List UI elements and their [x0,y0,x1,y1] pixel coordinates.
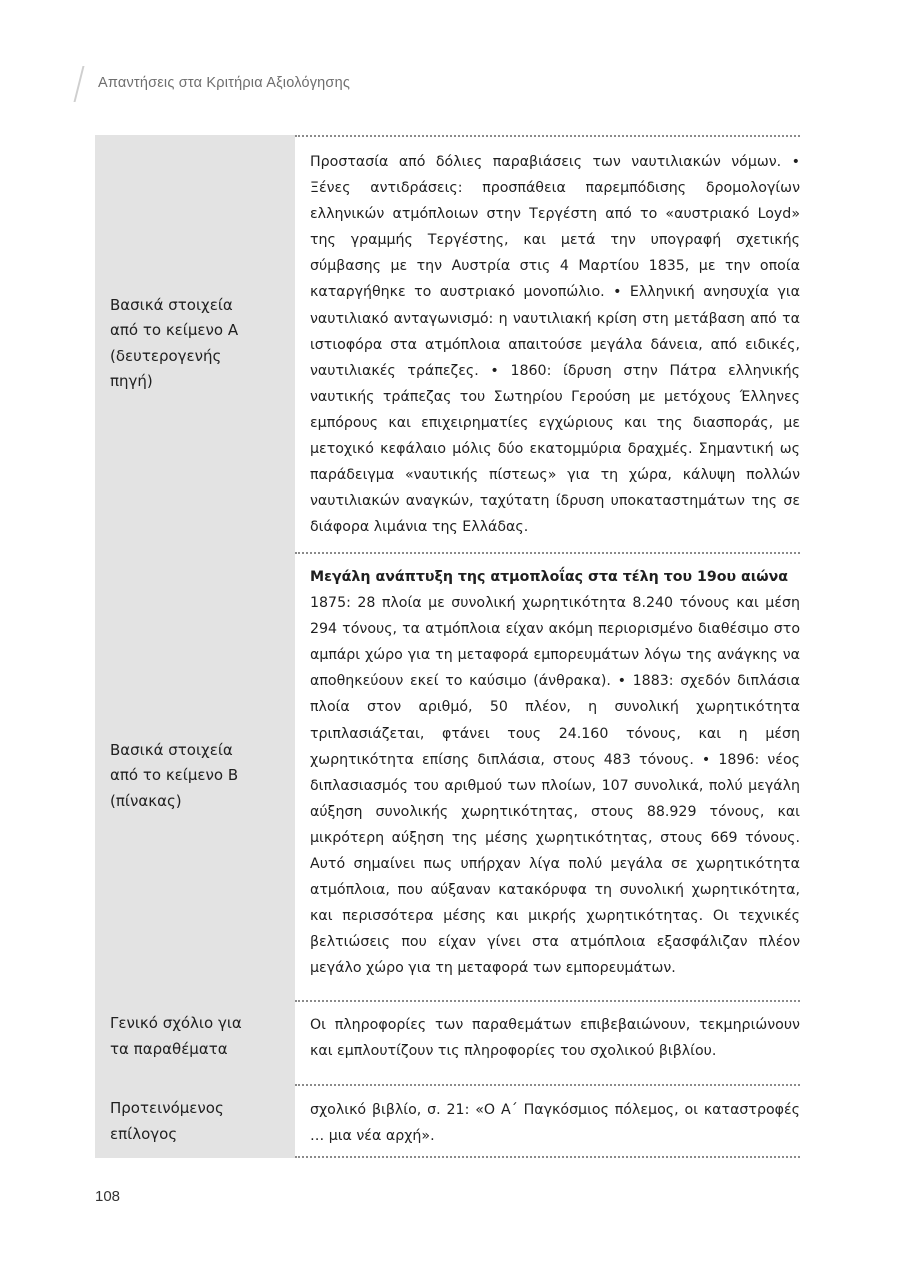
table-bottom-rule [295,1156,800,1158]
row-label-line: επίλογος [110,1124,178,1143]
row-text: 1875: 28 πλοία με συνολική χωρητικότητα 8.240 τόνους και μέση 294 τόνους, τα ατμόπλοια είχαν ακόμη περιορισμένο διαθέσιμο στο αμπάρι χώρο για τη μεταφορά εμπορευμάτων λόγω της ανάγκης να αποθηκεύουν εκεί το καύσιμο (άνθρακα). • 1883: σχεδόν διπλάσια πλοία στον αριθμό, 50 πλέον, η συνολική χωρητικότητα τριπλασιάζεται, φτάνει τους 24.160 τόνους, και η μέση χωρητικότητα επίσης διπλάσια, στους 483 τόνους. • 1896: νέος διπλασιασμός του αριθμού των πλοίων, 107 συνολικά, πολύ μεγάλη αύξηση συνολικής χωρητικότητας, στους 88.929 τόνους, και μικρότερη αύξηση της μέσης χωρητικότητας, στους 669 τόνους. Αυτό σημαίνει πως υπήρχαν λίγα πολύ μεγάλα σε χωρητικότητα ατμόπλοια, που αύξαναν κατακόρυφα τη συνολική χωρητικότητα, και περισσότερα μέσης και μικρής χωρητικότητας. Οι τεχνικές βελτιώσεις που είχαν γίνει στα ατμόπλοια εξασφάλιζαν πλέον μεγάλο χώρο για τη μεταφορά των εμπορευμάτων. [310,595,800,977]
page-number: 108 [95,1188,121,1205]
header-slash-decoration [74,66,85,102]
table-row [95,1000,800,1086]
header-title: Απαντήσεις στα Κριτήρια Αξιολόγησης [98,75,351,91]
row-label-line: Βασικά στοιχεία [110,740,233,759]
row-label-line: Προτεινόμενος [110,1099,224,1117]
table-row [95,552,800,1000]
row-label-line: (δευτερογενής [110,346,222,365]
row-content [295,135,800,552]
row-label-line: από το κείμενο Α [110,321,239,339]
row-label-line: (πίνακας) [110,791,182,810]
row-label [95,1000,295,1086]
row-label-line: Γενικό σχόλιο για [110,1014,242,1032]
row-label [95,1086,295,1158]
answer-table [95,135,800,1158]
row-heading: Μεγάλη ανάπτυξη της ατμοπλοΐας στα τέλη του 19ου αιώνα [310,569,789,585]
row-content [295,1086,800,1158]
table-row [95,135,800,552]
row-label [95,135,295,552]
row-label-line: τα παραθέματα [110,1039,228,1058]
table-row [95,1086,800,1158]
row-text: Προστασία από δόλιες παραβιάσεις των ναυτιλιακών νόμων. • Ξένες αντιδράσεις: προσπάθεια παρεμπόδισης δρομολογίων ελληνικών ατμόπλοιων στην Τεργέστη από το «αυστριακό Loyd» της γραμμής Τεργέστης, και μετά την υπογραφή σχετικής σύμβασης με την Αυστρία στις 4 Μαρτίου 1835, με την οποία καταργήθηκε το αυστριακό μονοπώλιο. • Ελληνική ανησυχία για ναυτιλιακό ανταγωνισμό: η ναυτιλιακή κρίση στη μετάβαση από τα ιστιοφόρα στα ατμόπλοια απαιτούσε μεγάλα δάνεια, από ειδικές, ναυτιλιακές τράπεζες. • 1860: ίδρυση στην Πάτρα ελληνικής ναυτικής τράπεζας του Σωτηρίου Γερούση με μετόχους Έλληνες εμπόρους και επιχειρηματίες εγχώριους και της διασποράς, με μετοχικό κεφάλαιο μόλις δύο εκατομμύρια δραχμές. Σημαντική ως παράδειγμα «ναυτικής πίστεως» για τη χώρα, κάλυψη πολλών ναυτιλιακών αναγκών, ταχύτατη ίδρυση υποκαταστημάτων της σε διάφορα λιμάνια της Ελλάδας. [310,154,800,536]
row-label-line: από το κείμενο Β [110,766,239,785]
row-text: σχολικό βιβλίο, σ. 21: «Ο Α΄ Παγκόσμιος πόλεμος, οι καταστροφές … μια νέα αρχή». [310,1102,800,1145]
row-label-line: Βασικά στοιχεία [110,295,233,314]
row-label-line: πηγή) [110,372,153,390]
row-label [95,552,295,1000]
row-content [295,552,800,1000]
row-text: Οι πληροφορίες των παραθεμάτων επιβεβαιώνουν, τεκμηριώνουν και εμπλουτίζουν τις πληροφορίες του σχολικού βιβλίου. [310,1017,800,1060]
row-content [295,1000,800,1086]
